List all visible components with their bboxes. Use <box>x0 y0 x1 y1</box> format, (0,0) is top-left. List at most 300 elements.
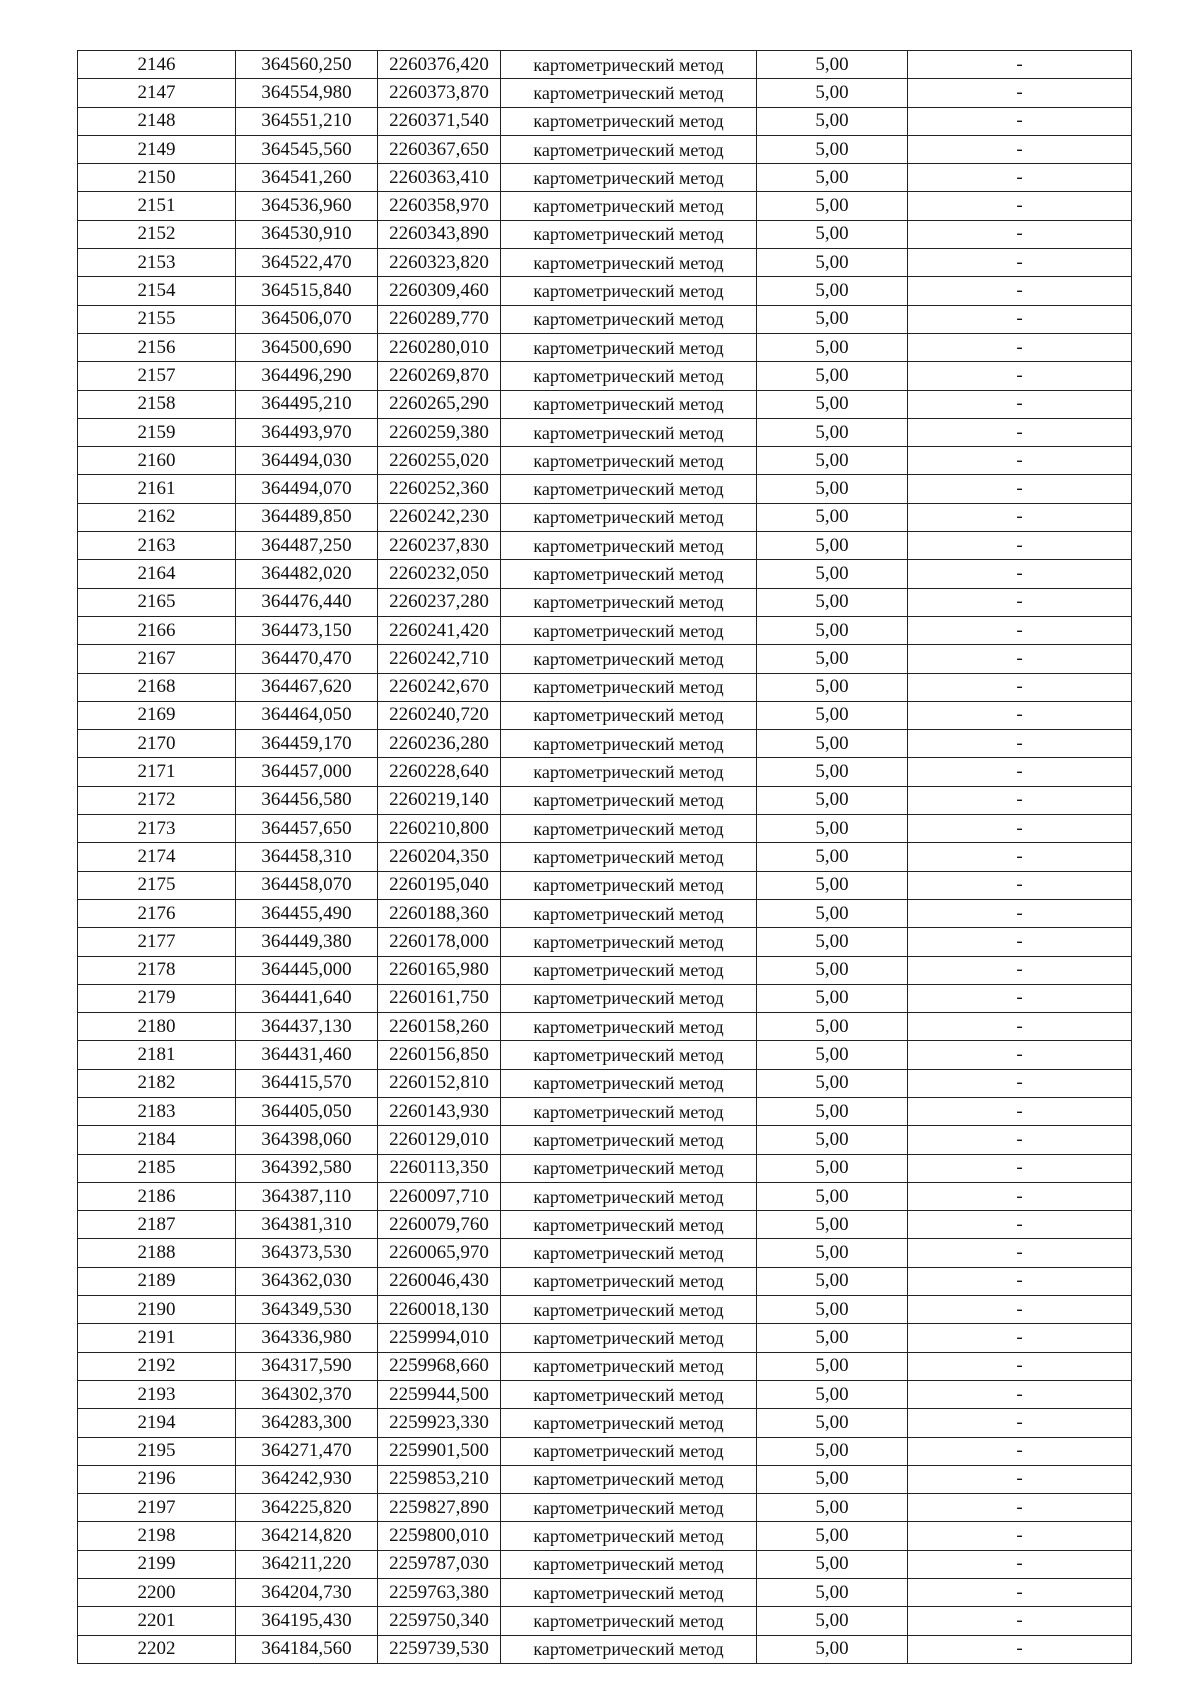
point-number-cell: 2170 <box>78 730 236 758</box>
y-coordinate-cell: 2260269,870 <box>378 362 501 390</box>
point-number-cell: 2148 <box>78 107 236 135</box>
method-cell: картометрический метод <box>501 164 757 192</box>
x-coordinate-cell: 364473,150 <box>236 616 378 644</box>
y-coordinate-cell: 2260252,360 <box>378 475 501 503</box>
table-row <box>78 362 1132 390</box>
accuracy-cell: 5,00 <box>757 1409 908 1437</box>
point-number-cell: 2153 <box>78 249 236 277</box>
description-cell: - <box>908 843 1132 871</box>
x-coordinate-cell: 364271,470 <box>236 1437 378 1465</box>
accuracy-cell: 5,00 <box>757 333 908 361</box>
x-coordinate-cell: 364225,820 <box>236 1494 378 1522</box>
description-cell: - <box>908 277 1132 305</box>
accuracy-cell: 5,00 <box>757 305 908 333</box>
x-coordinate-cell: 364457,650 <box>236 815 378 843</box>
x-coordinate-cell: 364530,910 <box>236 220 378 248</box>
table-row <box>78 418 1132 446</box>
accuracy-cell: 5,00 <box>757 871 908 899</box>
y-coordinate-cell: 2259901,500 <box>378 1437 501 1465</box>
x-coordinate-cell: 364317,590 <box>236 1352 378 1380</box>
method-cell: картометрический метод <box>501 1296 757 1324</box>
x-coordinate-cell: 364500,690 <box>236 333 378 361</box>
accuracy-cell: 5,00 <box>757 1182 908 1210</box>
accuracy-cell: 5,00 <box>757 1069 908 1097</box>
method-cell: картометрический метод <box>501 1097 757 1125</box>
x-coordinate-cell: 364455,490 <box>236 899 378 927</box>
method-cell: картометрический метод <box>501 899 757 927</box>
x-coordinate-cell: 364457,000 <box>236 758 378 786</box>
point-number-cell: 2187 <box>78 1211 236 1239</box>
description-cell: - <box>908 1437 1132 1465</box>
table-row <box>78 390 1132 418</box>
method-cell: картометрический метод <box>501 928 757 956</box>
description-cell: - <box>908 1579 1132 1607</box>
y-coordinate-cell: 2259968,660 <box>378 1352 501 1380</box>
description-cell: - <box>908 249 1132 277</box>
y-coordinate-cell: 2260204,350 <box>378 843 501 871</box>
point-number-cell: 2149 <box>78 135 236 163</box>
description-cell: - <box>908 220 1132 248</box>
y-coordinate-cell: 2260367,650 <box>378 135 501 163</box>
table-row <box>78 1211 1132 1239</box>
method-cell: картометрический метод <box>501 1182 757 1210</box>
accuracy-cell: 5,00 <box>757 560 908 588</box>
table-row <box>78 164 1132 192</box>
table-row <box>78 758 1132 786</box>
description-cell: - <box>908 758 1132 786</box>
x-coordinate-cell: 364398,060 <box>236 1126 378 1154</box>
y-coordinate-cell: 2259787,030 <box>378 1550 501 1578</box>
y-coordinate-cell: 2260143,930 <box>378 1097 501 1125</box>
y-coordinate-cell: 2260237,830 <box>378 532 501 560</box>
method-cell: картометрический метод <box>501 1635 757 1663</box>
table-row <box>78 871 1132 899</box>
method-cell: картометрический метод <box>501 249 757 277</box>
y-coordinate-cell: 2260242,710 <box>378 645 501 673</box>
accuracy-cell: 5,00 <box>757 1635 908 1663</box>
point-number-cell: 2162 <box>78 503 236 531</box>
y-coordinate-cell: 2260079,760 <box>378 1211 501 1239</box>
x-coordinate-cell: 364554,980 <box>236 79 378 107</box>
description-cell: - <box>908 362 1132 390</box>
y-coordinate-cell: 2259739,530 <box>378 1635 501 1663</box>
description-cell: - <box>908 786 1132 814</box>
y-coordinate-cell: 2260363,410 <box>378 164 501 192</box>
description-cell: - <box>908 1607 1132 1635</box>
x-coordinate-cell: 364476,440 <box>236 588 378 616</box>
y-coordinate-cell: 2260343,890 <box>378 220 501 248</box>
point-number-cell: 2155 <box>78 305 236 333</box>
point-number-cell: 2168 <box>78 673 236 701</box>
accuracy-cell: 5,00 <box>757 956 908 984</box>
accuracy-cell: 5,00 <box>757 249 908 277</box>
y-coordinate-cell: 2259944,500 <box>378 1380 501 1408</box>
method-cell: картометрический метод <box>501 758 757 786</box>
method-cell: картометрический метод <box>501 560 757 588</box>
accuracy-cell: 5,00 <box>757 1239 908 1267</box>
y-coordinate-cell: 2260280,010 <box>378 333 501 361</box>
method-cell: картометрический метод <box>501 333 757 361</box>
x-coordinate-cell: 364431,460 <box>236 1041 378 1069</box>
table-row <box>78 333 1132 361</box>
point-number-cell: 2202 <box>78 1635 236 1663</box>
point-number-cell: 2189 <box>78 1267 236 1295</box>
accuracy-cell: 5,00 <box>757 588 908 616</box>
table-row <box>78 1182 1132 1210</box>
point-number-cell: 2178 <box>78 956 236 984</box>
accuracy-cell: 5,00 <box>757 475 908 503</box>
x-coordinate-cell: 364545,560 <box>236 135 378 163</box>
table-row <box>78 1069 1132 1097</box>
method-cell: картометрический метод <box>501 79 757 107</box>
method-cell: картометрический метод <box>501 1126 757 1154</box>
description-cell: - <box>908 164 1132 192</box>
description-cell: - <box>908 560 1132 588</box>
table-row <box>78 1097 1132 1125</box>
coordinates-table-body <box>78 51 1132 1664</box>
table-row <box>78 107 1132 135</box>
y-coordinate-cell: 2260323,820 <box>378 249 501 277</box>
x-coordinate-cell: 364214,820 <box>236 1522 378 1550</box>
method-cell: картометрический метод <box>501 701 757 729</box>
method-cell: картометрический метод <box>501 362 757 390</box>
point-number-cell: 2146 <box>78 51 236 79</box>
x-coordinate-cell: 364496,290 <box>236 362 378 390</box>
method-cell: картометрический метод <box>501 532 757 560</box>
y-coordinate-cell: 2260113,350 <box>378 1154 501 1182</box>
point-number-cell: 2165 <box>78 588 236 616</box>
description-cell: - <box>908 51 1132 79</box>
accuracy-cell: 5,00 <box>757 673 908 701</box>
point-number-cell: 2192 <box>78 1352 236 1380</box>
x-coordinate-cell: 364506,070 <box>236 305 378 333</box>
accuracy-cell: 5,00 <box>757 1579 908 1607</box>
y-coordinate-cell: 2259994,010 <box>378 1324 501 1352</box>
accuracy-cell: 5,00 <box>757 135 908 163</box>
description-cell: - <box>908 616 1132 644</box>
description-cell: - <box>908 1324 1132 1352</box>
x-coordinate-cell: 364489,850 <box>236 503 378 531</box>
point-number-cell: 2199 <box>78 1550 236 1578</box>
accuracy-cell: 5,00 <box>757 815 908 843</box>
accuracy-cell: 5,00 <box>757 1522 908 1550</box>
x-coordinate-cell: 364211,220 <box>236 1550 378 1578</box>
table-row <box>78 1154 1132 1182</box>
y-coordinate-cell: 2260241,420 <box>378 616 501 644</box>
table-row <box>78 956 1132 984</box>
point-number-cell: 2161 <box>78 475 236 503</box>
description-cell: - <box>908 1352 1132 1380</box>
point-number-cell: 2177 <box>78 928 236 956</box>
x-coordinate-cell: 364522,470 <box>236 249 378 277</box>
x-coordinate-cell: 364493,970 <box>236 418 378 446</box>
y-coordinate-cell: 2260228,640 <box>378 758 501 786</box>
table-row <box>78 249 1132 277</box>
description-cell: - <box>908 333 1132 361</box>
x-coordinate-cell: 364515,840 <box>236 277 378 305</box>
x-coordinate-cell: 364242,930 <box>236 1465 378 1493</box>
method-cell: картометрический метод <box>501 305 757 333</box>
table-row <box>78 984 1132 1012</box>
point-number-cell: 2176 <box>78 899 236 927</box>
coordinates-table <box>77 50 1132 1664</box>
x-coordinate-cell: 364467,620 <box>236 673 378 701</box>
x-coordinate-cell: 364464,050 <box>236 701 378 729</box>
x-coordinate-cell: 364349,530 <box>236 1296 378 1324</box>
y-coordinate-cell: 2260188,360 <box>378 899 501 927</box>
method-cell: картометрический метод <box>501 1607 757 1635</box>
y-coordinate-cell: 2260259,380 <box>378 418 501 446</box>
table-row <box>78 645 1132 673</box>
table-row <box>78 928 1132 956</box>
method-cell: картометрический метод <box>501 1352 757 1380</box>
x-coordinate-cell: 364437,130 <box>236 1013 378 1041</box>
point-number-cell: 2200 <box>78 1579 236 1607</box>
table-row <box>78 1239 1132 1267</box>
point-number-cell: 2158 <box>78 390 236 418</box>
description-cell: - <box>908 1635 1132 1663</box>
x-coordinate-cell: 364551,210 <box>236 107 378 135</box>
y-coordinate-cell: 2260371,540 <box>378 107 501 135</box>
point-number-cell: 2174 <box>78 843 236 871</box>
table-row <box>78 277 1132 305</box>
method-cell: картометрический метод <box>501 1465 757 1493</box>
accuracy-cell: 5,00 <box>757 786 908 814</box>
table-row <box>78 560 1132 588</box>
point-number-cell: 2152 <box>78 220 236 248</box>
description-cell: - <box>908 1494 1132 1522</box>
accuracy-cell: 5,00 <box>757 1013 908 1041</box>
x-coordinate-cell: 364449,380 <box>236 928 378 956</box>
method-cell: картометрический метод <box>501 1069 757 1097</box>
method-cell: картометрический метод <box>501 815 757 843</box>
accuracy-cell: 5,00 <box>757 503 908 531</box>
method-cell: картометрический метод <box>501 1041 757 1069</box>
description-cell: - <box>908 1097 1132 1125</box>
method-cell: картометрический метод <box>501 51 757 79</box>
table-row <box>78 305 1132 333</box>
table-row <box>78 588 1132 616</box>
method-cell: картометрический метод <box>501 1154 757 1182</box>
accuracy-cell: 5,00 <box>757 730 908 758</box>
x-coordinate-cell: 364445,000 <box>236 956 378 984</box>
point-number-cell: 2171 <box>78 758 236 786</box>
table-row <box>78 616 1132 644</box>
table-row <box>78 1324 1132 1352</box>
description-cell: - <box>908 1211 1132 1239</box>
method-cell: картометрический метод <box>501 645 757 673</box>
method-cell: картометрический метод <box>501 107 757 135</box>
accuracy-cell: 5,00 <box>757 1550 908 1578</box>
method-cell: картометрический метод <box>501 616 757 644</box>
y-coordinate-cell: 2260219,140 <box>378 786 501 814</box>
description-cell: - <box>908 1409 1132 1437</box>
accuracy-cell: 5,00 <box>757 418 908 446</box>
point-number-cell: 2180 <box>78 1013 236 1041</box>
accuracy-cell: 5,00 <box>757 843 908 871</box>
x-coordinate-cell: 364381,310 <box>236 1211 378 1239</box>
description-cell: - <box>908 1267 1132 1295</box>
point-number-cell: 2175 <box>78 871 236 899</box>
table-row <box>78 786 1132 814</box>
y-coordinate-cell: 2260156,850 <box>378 1041 501 1069</box>
description-cell: - <box>908 79 1132 107</box>
description-cell: - <box>908 1013 1132 1041</box>
table-row <box>78 899 1132 927</box>
table-row <box>78 1409 1132 1437</box>
table-row <box>78 1126 1132 1154</box>
x-coordinate-cell: 364415,570 <box>236 1069 378 1097</box>
accuracy-cell: 5,00 <box>757 192 908 220</box>
point-number-cell: 2179 <box>78 984 236 1012</box>
x-coordinate-cell: 364184,560 <box>236 1635 378 1663</box>
x-coordinate-cell: 364283,300 <box>236 1409 378 1437</box>
table-row <box>78 1437 1132 1465</box>
accuracy-cell: 5,00 <box>757 1324 908 1352</box>
accuracy-cell: 5,00 <box>757 701 908 729</box>
description-cell: - <box>908 1239 1132 1267</box>
point-number-cell: 2147 <box>78 79 236 107</box>
x-coordinate-cell: 364494,070 <box>236 475 378 503</box>
point-number-cell: 2167 <box>78 645 236 673</box>
table-row <box>78 815 1132 843</box>
accuracy-cell: 5,00 <box>757 1494 908 1522</box>
description-cell: - <box>908 730 1132 758</box>
point-number-cell: 2186 <box>78 1182 236 1210</box>
y-coordinate-cell: 2260129,010 <box>378 1126 501 1154</box>
table-row <box>78 135 1132 163</box>
point-number-cell: 2172 <box>78 786 236 814</box>
x-coordinate-cell: 364482,020 <box>236 560 378 588</box>
y-coordinate-cell: 2260376,420 <box>378 51 501 79</box>
description-cell: - <box>908 1154 1132 1182</box>
method-cell: картометрический метод <box>501 1494 757 1522</box>
method-cell: картометрический метод <box>501 673 757 701</box>
accuracy-cell: 5,00 <box>757 1296 908 1324</box>
x-coordinate-cell: 364456,580 <box>236 786 378 814</box>
accuracy-cell: 5,00 <box>757 984 908 1012</box>
method-cell: картометрический метод <box>501 871 757 899</box>
accuracy-cell: 5,00 <box>757 447 908 475</box>
accuracy-cell: 5,00 <box>757 220 908 248</box>
method-cell: картометрический метод <box>501 588 757 616</box>
x-coordinate-cell: 364336,980 <box>236 1324 378 1352</box>
description-cell: - <box>908 1126 1132 1154</box>
description-cell: - <box>908 475 1132 503</box>
point-number-cell: 2198 <box>78 1522 236 1550</box>
description-cell: - <box>908 135 1132 163</box>
method-cell: картометрический метод <box>501 277 757 305</box>
y-coordinate-cell: 2260158,260 <box>378 1013 501 1041</box>
point-number-cell: 2194 <box>78 1409 236 1437</box>
table-row <box>78 1352 1132 1380</box>
point-number-cell: 2164 <box>78 560 236 588</box>
description-cell: - <box>908 107 1132 135</box>
x-coordinate-cell: 364362,030 <box>236 1267 378 1295</box>
accuracy-cell: 5,00 <box>757 532 908 560</box>
x-coordinate-cell: 364204,730 <box>236 1579 378 1607</box>
method-cell: картометрический метод <box>501 503 757 531</box>
point-number-cell: 2184 <box>78 1126 236 1154</box>
accuracy-cell: 5,00 <box>757 758 908 786</box>
y-coordinate-cell: 2260237,280 <box>378 588 501 616</box>
point-number-cell: 2183 <box>78 1097 236 1125</box>
y-coordinate-cell: 2260265,290 <box>378 390 501 418</box>
table-row <box>78 1267 1132 1295</box>
table-row <box>78 1041 1132 1069</box>
y-coordinate-cell: 2260210,800 <box>378 815 501 843</box>
y-coordinate-cell: 2260178,000 <box>378 928 501 956</box>
method-cell: картометрический метод <box>501 1267 757 1295</box>
x-coordinate-cell: 364441,640 <box>236 984 378 1012</box>
x-coordinate-cell: 364387,110 <box>236 1182 378 1210</box>
method-cell: картометрический метод <box>501 447 757 475</box>
y-coordinate-cell: 2260152,810 <box>378 1069 501 1097</box>
point-number-cell: 2201 <box>78 1607 236 1635</box>
point-number-cell: 2188 <box>78 1239 236 1267</box>
y-coordinate-cell: 2260373,870 <box>378 79 501 107</box>
y-coordinate-cell: 2260018,130 <box>378 1296 501 1324</box>
accuracy-cell: 5,00 <box>757 645 908 673</box>
table-row <box>78 843 1132 871</box>
accuracy-cell: 5,00 <box>757 1380 908 1408</box>
method-cell: картометрический метод <box>501 135 757 163</box>
description-cell: - <box>908 645 1132 673</box>
point-number-cell: 2166 <box>78 616 236 644</box>
table-row <box>78 79 1132 107</box>
description-cell: - <box>908 1182 1132 1210</box>
method-cell: картометрический метод <box>501 786 757 814</box>
table-row <box>78 1465 1132 1493</box>
method-cell: картометрический метод <box>501 1522 757 1550</box>
y-coordinate-cell: 2260240,720 <box>378 701 501 729</box>
x-coordinate-cell: 364458,310 <box>236 843 378 871</box>
description-cell: - <box>908 899 1132 927</box>
description-cell: - <box>908 956 1132 984</box>
table-row <box>78 1550 1132 1578</box>
x-coordinate-cell: 364541,260 <box>236 164 378 192</box>
description-cell: - <box>908 503 1132 531</box>
accuracy-cell: 5,00 <box>757 1437 908 1465</box>
table-row <box>78 1522 1132 1550</box>
y-coordinate-cell: 2260242,670 <box>378 673 501 701</box>
accuracy-cell: 5,00 <box>757 1465 908 1493</box>
point-number-cell: 2181 <box>78 1041 236 1069</box>
x-coordinate-cell: 364459,170 <box>236 730 378 758</box>
table-row <box>78 730 1132 758</box>
accuracy-cell: 5,00 <box>757 928 908 956</box>
y-coordinate-cell: 2259923,330 <box>378 1409 501 1437</box>
table-row <box>78 1635 1132 1663</box>
y-coordinate-cell: 2260097,710 <box>378 1182 501 1210</box>
x-coordinate-cell: 364302,370 <box>236 1380 378 1408</box>
accuracy-cell: 5,00 <box>757 1041 908 1069</box>
point-number-cell: 2197 <box>78 1494 236 1522</box>
description-cell: - <box>908 928 1132 956</box>
table-row <box>78 503 1132 531</box>
table-row <box>78 1380 1132 1408</box>
table-row <box>78 701 1132 729</box>
description-cell: - <box>908 673 1132 701</box>
point-number-cell: 2151 <box>78 192 236 220</box>
accuracy-cell: 5,00 <box>757 1126 908 1154</box>
accuracy-cell: 5,00 <box>757 1097 908 1125</box>
table-row <box>78 51 1132 79</box>
table-row <box>78 1494 1132 1522</box>
point-number-cell: 2185 <box>78 1154 236 1182</box>
method-cell: картометрический метод <box>501 1013 757 1041</box>
point-number-cell: 2157 <box>78 362 236 390</box>
